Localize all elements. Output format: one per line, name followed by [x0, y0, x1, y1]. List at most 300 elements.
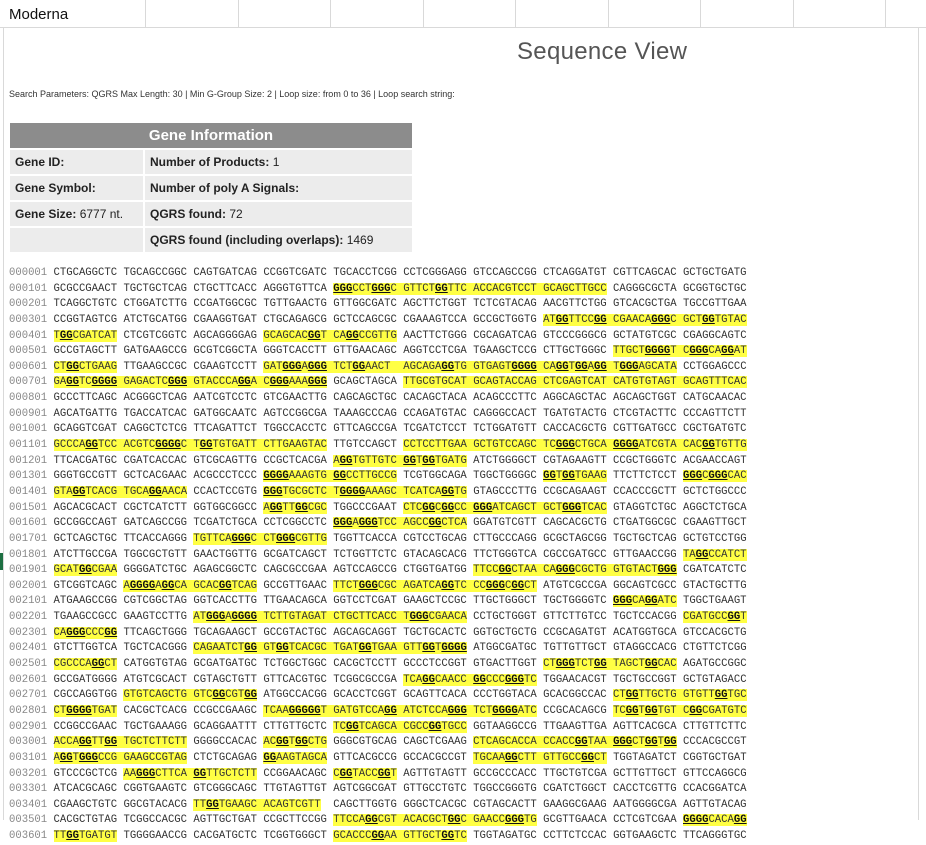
g-tract: GG: [339, 767, 353, 780]
sequence-block: CGGGAAAGGG: [263, 376, 327, 389]
sequence-line: [9, 282, 914, 298]
sequence-line: [9, 422, 914, 438]
g-tract: GG: [625, 704, 639, 717]
page-title: Sequence View: [517, 38, 688, 65]
sequence-block: TGGCCACCTC: [263, 423, 327, 436]
g-tract: GGG: [682, 470, 703, 483]
sequence-block: TTCTGGGCGC: [333, 579, 397, 592]
sequence-block: GGGATCAGCT: [473, 501, 537, 514]
sequence-line: [9, 360, 914, 376]
g-tract: GG: [594, 360, 607, 373]
sequence-position: 000001: [9, 267, 48, 279]
sequence-block: GTTCTTGTCC: [543, 611, 607, 624]
sequence-block: GTACTGCTTG: [683, 579, 747, 592]
sequence-block: GAACTGGTTG: [193, 548, 257, 561]
g-tract: GG: [702, 313, 715, 326]
sequence-block: CTGGGGTGAT: [53, 704, 118, 717]
sequence-line: [9, 688, 914, 704]
g-tract: GG: [78, 736, 92, 749]
g-tract: GG: [422, 642, 436, 655]
g-tract: GGGG: [441, 642, 467, 655]
sequence-block: GCACGGTCAG: [193, 579, 257, 592]
sequence-block: TGCTGCCGGT: [613, 673, 677, 686]
g-tract: GG: [295, 501, 308, 514]
sequence-block: GTTGAACCGG: [613, 548, 677, 561]
sequence-block: TGGTGTGATT: [193, 439, 258, 452]
sequence-block: CAGGGCCCGG: [53, 626, 118, 639]
g-tract: GGG: [206, 611, 226, 624]
g-tract: GGG: [307, 360, 327, 373]
sequence-position: 001601: [9, 517, 48, 530]
sequence-block: GCCGCTGGTG: [473, 313, 537, 326]
g-tract: GG: [384, 704, 397, 717]
sequence-block: ACGGTGGCTG: [263, 736, 327, 749]
g-tract: GG: [441, 501, 455, 514]
sequence-block: CAGCTCGAAG: [403, 736, 467, 749]
sequence-block: CCGCTCACGA: [263, 454, 327, 467]
app-name: Moderna: [9, 6, 69, 23]
sequence-block: CTGGTGATGG: [403, 564, 467, 577]
sequence-block: GTCGCAGTTG: [193, 454, 257, 467]
sequence-block: CATGCAACAC: [682, 392, 747, 405]
sequence-block: AGGTTGGCGC: [263, 501, 327, 514]
sequence-block: TAGGCCATCT: [682, 548, 747, 561]
sequence-block: GCCACGCCGT: [403, 751, 467, 764]
sequence-position: 000601: [9, 360, 48, 373]
sequence-block: GCTGGTGTAC: [682, 313, 747, 326]
sequence-block: CGGCGATGTC: [683, 704, 747, 717]
sequence-position: 001001: [9, 423, 48, 436]
g-tract: GG: [104, 626, 118, 639]
sequence-block: CGTAGCACTT: [473, 798, 537, 811]
sequence-block: TGGCGATCAT: [53, 329, 118, 342]
g-tract: GG: [695, 548, 709, 561]
sequence-block: AGGCTCTGCA: [683, 501, 747, 514]
sequence-block: CGGTGAAGTC: [123, 783, 188, 796]
sequence-block: TGAAGCTCCG: [473, 345, 537, 358]
g-tract: GG: [346, 329, 359, 342]
sequence-block: CGGTACCGGT: [333, 767, 397, 780]
sequence-line: [9, 438, 914, 454]
g-tract: GG: [428, 720, 442, 733]
sequence-block: TCTGGCTGGC: [263, 658, 327, 671]
sequence-line: [9, 579, 914, 595]
g-tract: GGGG: [339, 485, 366, 498]
sequence-block: AGCAGAGGTG: [403, 360, 467, 373]
g-tract: GGG: [555, 658, 575, 671]
sequence-block: TGGTTCACCA: [333, 532, 397, 545]
sequence-line: [9, 735, 914, 751]
sequence-block: GTCACGCTGA: [613, 298, 677, 311]
g-tract: GG: [574, 360, 588, 373]
grid-border-left: [3, 27, 4, 820]
sequence-block: TCGGCGCCGA: [333, 673, 397, 686]
column-divider: [515, 0, 516, 27]
column-divider: [238, 0, 239, 27]
sequence-block: TTGTCCAGCT: [333, 439, 397, 452]
sequence-line: [9, 798, 914, 814]
g-tract: GGG: [504, 814, 525, 827]
g-tract: GG: [66, 830, 79, 843]
sequence-block: CCGGAACAGC: [263, 767, 327, 780]
qgrs-overlaps-value: 1469: [346, 233, 374, 247]
sequence-view: [9, 266, 914, 845]
sequence-position: 000501: [9, 345, 48, 358]
g-tract: GG: [721, 345, 734, 358]
sequence-block: GTAGGTCTGC: [613, 501, 677, 514]
spreadsheet-top-row: [0, 0, 926, 28]
g-tract: GG: [727, 611, 741, 624]
sequence-position: 000201: [9, 298, 48, 311]
sequence-position: 002301: [9, 626, 48, 639]
sequence-position: 002901: [9, 720, 48, 733]
sequence-block: CGAGGCAGTC: [683, 329, 747, 342]
sequence-block: TTCTGGGTCA: [473, 548, 537, 561]
sequence-block: CGTTGATGCC: [613, 423, 677, 436]
sequence-block: CGAAGTTGCT: [682, 517, 747, 530]
sequence-block: AGAGCGGCTC: [193, 564, 257, 577]
sequence-block: CGCCGATGCC: [543, 548, 607, 561]
sequence-block: GGTTGCTCTT: [193, 767, 257, 780]
sequence-block: CTGGGCGTTG: [263, 532, 327, 545]
sequence-block: TCGATCTGCA: [193, 517, 257, 530]
sequence-line: [9, 626, 914, 642]
sequence-block: TCTGGTTCTC: [333, 548, 397, 561]
sequence-block: TTCAGCTGGG: [123, 626, 188, 639]
sequence-block: TGGGCGAACA: [403, 611, 467, 624]
sequence-block: CTTGCTGGGC: [543, 345, 607, 358]
sequence-block: TGTTCAGGGC: [193, 532, 257, 545]
sequence-position: 003101: [9, 751, 48, 764]
sequence-block: CCACCCGCTT: [613, 485, 677, 498]
sequence-block: CCTGGAGCCC: [683, 360, 747, 373]
sequence-position: 000701: [9, 376, 48, 389]
sequence-block: CTCGGCGGCC: [403, 501, 467, 514]
sequence-block: TTGAACAGCA: [263, 595, 327, 608]
g-tract: GG: [574, 736, 588, 749]
sequence-block: CAGGGCCACT: [473, 407, 537, 420]
sequence-block: AGTCGGCGAT: [333, 783, 397, 796]
sequence-block: GTTGCCGGCT: [543, 751, 607, 764]
sequence-block: CTGGATCTTG: [123, 298, 188, 311]
g-tract: GGG: [136, 767, 156, 780]
sequence-block: AAGGGCTTCA: [123, 767, 188, 780]
sequence-block: CAGCAGCTGC: [333, 392, 397, 405]
sequence-block: GTCCCGGGCG: [543, 329, 607, 342]
sequence-block: GTTGGTGGGG: [403, 642, 467, 655]
g-tract: GGG: [657, 564, 677, 577]
sequence-block: CTGCTTCACC: [333, 611, 397, 624]
sequence-block: TGATGTACTG: [543, 407, 607, 420]
sequence-block: GCTGTCCAGC: [473, 439, 537, 452]
sequence-block: AGGGGAGGCA: [123, 579, 188, 592]
sequence-block: AGGTCCTCGA: [403, 345, 467, 358]
sequence-block: CCTGCTGGGT: [473, 611, 537, 624]
sequence-block: CTGCAGGCTC: [53, 267, 118, 279]
sequence-block: TCTTGTAGAT: [263, 611, 327, 624]
sequence-position: 003001: [9, 736, 48, 749]
sequence-block: GCCCAGGTCC: [53, 439, 118, 452]
gene-row-size: [10, 202, 412, 226]
sequence-block: ACGCCCTCCC: [193, 470, 257, 483]
sequence-block: GGCCTTGCCG: [333, 470, 397, 483]
sequence-block: GTTGAACAGC: [333, 345, 397, 358]
sequence-block: GGGCAGGATC: [613, 595, 677, 608]
qgrs-found-label: QGRS found:: [150, 207, 226, 221]
sequence-position: 002201: [9, 611, 48, 624]
g-tract: GG: [72, 485, 86, 498]
g-tract: GGGG: [644, 345, 671, 358]
sequence-block: ACGGGCTCAG: [123, 392, 188, 405]
sequence-block: ACACGCTGGC: [403, 814, 467, 827]
sequence-block: CAGGGCGCTA: [613, 282, 677, 295]
g-tract: GGG: [651, 313, 671, 326]
sequence-block: GATGGCAATC: [193, 407, 257, 420]
g-tract: GGG: [231, 532, 251, 545]
sequence-block: GGGCTCACGC: [403, 798, 467, 811]
sequence-position: 002701: [9, 689, 48, 702]
sequence-block: GAAGCTCCGC: [403, 595, 467, 608]
sequence-block: GCAGTACCAG: [473, 376, 537, 389]
sequence-block: GCTGCTGATG: [682, 267, 747, 279]
g-tract: GG: [555, 313, 569, 326]
gene-row-symbol: [10, 176, 412, 200]
sequence-block: CAGCACGCTG: [543, 517, 607, 530]
sequence-block: TAAAGCCCAG: [333, 407, 397, 420]
sequence-block: GCTGGGTCAC: [543, 501, 607, 514]
g-tract: GGGG: [492, 704, 518, 717]
sequence-block: GCTGTCCTGG: [682, 532, 747, 545]
sequence-block: CACAGCTACA: [403, 392, 467, 405]
g-tract: GG: [212, 689, 226, 702]
sequence-block: CCGGTAGTCG: [53, 313, 118, 326]
g-tract: GG: [365, 814, 378, 827]
sequence-block: TGCCGTTGAA: [682, 298, 747, 311]
g-tract: GG: [422, 501, 436, 514]
sequence-block: AGTTCACGCA: [613, 720, 677, 733]
g-tract: GG: [663, 736, 677, 749]
sequence-block: ATGTCGCCGA: [543, 579, 607, 592]
sequence-position: 003401: [9, 798, 48, 811]
g-tract: GGGG: [683, 814, 709, 827]
sequence-block: TGCTGCACTC: [403, 626, 467, 639]
column-divider: [145, 0, 146, 27]
sequence-block: TTGAAGTTGA: [543, 720, 607, 733]
sequence-block: TCGATCTCCT: [403, 423, 467, 436]
sequence-block: CACGATGCTC: [193, 830, 257, 843]
g-tract: GGGG: [91, 376, 118, 389]
sequence-block: ACGTCGGGGC: [123, 439, 188, 452]
sequence-block: CCACTCCGTG: [193, 485, 257, 498]
g-tract: GGG: [307, 376, 327, 389]
g-tract: GGG: [358, 579, 378, 592]
g-tract: GGG: [263, 485, 283, 498]
sequence-block: ACCACGTCCT: [473, 282, 537, 295]
sequence-block: CCGCAGAAGT: [543, 485, 607, 498]
sequence-block: CTCTGCAGAG: [193, 751, 257, 764]
sequence-block: CGATGCCGGT: [682, 611, 747, 624]
g-tract: GG: [377, 767, 391, 780]
sequence-block: CGAAGTCCTT: [193, 360, 257, 373]
g-tract: GGG: [555, 439, 575, 452]
g-tract: GG: [85, 439, 99, 452]
sequence-position: 000101: [9, 282, 48, 295]
sequence-line: [9, 813, 914, 829]
number-of-products-label: Number of Products:: [150, 155, 270, 169]
sequence-block: GGTGCTGCTG: [473, 626, 537, 639]
sequence-block: TTCCAGGCGT: [333, 814, 397, 827]
sequence-block: ATGAAGCCGG: [53, 595, 118, 608]
sequence-position: 002401: [9, 642, 48, 655]
sequence-block: TTCACCAGGG: [123, 532, 188, 545]
sequence-block: TCAGGCTGTC: [53, 298, 118, 311]
sequence-block: TGACCATCAC: [123, 407, 188, 420]
sequence-block: AGGCAGCTAC: [543, 392, 607, 405]
sequence-block: CATGGTGTAG: [123, 658, 188, 671]
sequence-block: TGGCTGAAGT: [682, 595, 747, 608]
sequence-line: [9, 782, 914, 798]
sequence-block: TGCAAGGCTT: [473, 751, 537, 764]
sequence-block: GTTCACGTGC: [263, 673, 327, 686]
sequence-block: CGTCCTGCAG: [403, 532, 467, 545]
g-tract: GG: [193, 767, 207, 780]
sequence-block: CCTCGTCGAA: [613, 814, 677, 827]
column-divider: [700, 0, 701, 27]
sequence-line: [9, 563, 914, 579]
search-parameters: Search Parameters: QGRS Max Length: 30 | Min G-Group Size: 2 | Loop size: from 0 to 36 | Loop search string:: [9, 89, 455, 99]
sequence-block: TGCACCTCGG: [333, 267, 397, 279]
sequence-block: GGGGATCTGC: [123, 564, 188, 577]
sequence-block: CACCTCGTTG: [613, 783, 677, 796]
g-tract: GG: [689, 704, 703, 717]
g-tract: GG: [714, 689, 728, 702]
sequence-line: [9, 454, 914, 470]
qgrs-found-value: 72: [229, 207, 243, 221]
sequence-block: ATCTGGGGCT: [473, 454, 537, 467]
sequence-line: [9, 548, 914, 564]
sequence-block: AGGGTGTTCA: [263, 282, 327, 295]
gene-row-id: [10, 150, 412, 174]
g-tract: GG: [59, 751, 73, 764]
sequence-block: TTGTAGTTGT: [263, 783, 327, 796]
sequence-block: AGCAGCAGGT: [333, 626, 397, 639]
sequence-block: GGCAGTCGCC: [613, 579, 677, 592]
sequence-position: 003301: [9, 783, 48, 796]
sequence-block: AGCTTCTGGT: [403, 298, 467, 311]
g-tract: GGG: [619, 360, 639, 373]
sequence-block: AGGTGGGCCG: [53, 751, 118, 764]
sequence-block: CCTTCTCCAC: [543, 830, 607, 843]
g-tract: GG: [581, 751, 594, 764]
sequence-block: GCGCCGAACT: [53, 282, 118, 295]
sequence-block: TTCAGATTCT: [193, 423, 257, 436]
sequence-block: TTCACGATGC: [53, 454, 118, 467]
g-tract: GG: [307, 329, 321, 342]
g-tract: GGG: [708, 470, 728, 483]
sequence-block: GGGGAAAGTG: [263, 470, 327, 483]
sequence-block: GCGGTGCTGC: [682, 282, 747, 295]
sequence-line: [9, 720, 914, 736]
sequence-block: GTAGGCCACG: [613, 642, 677, 655]
sequence-block: CGTCGGCTAG: [123, 595, 188, 608]
sequence-block: CTCAGCACCA: [473, 736, 537, 749]
sequence-block: CGTAGCTGTT: [193, 673, 257, 686]
sequence-block: GCAGTTCACA: [403, 689, 467, 702]
sequence-block: GGGTGCCGTT: [53, 470, 118, 483]
sequence-block: AGCAGCTGGT: [613, 392, 677, 405]
sequence-block: TGGAACACGT: [543, 673, 607, 686]
sequence-line: [9, 469, 914, 485]
sequence-block: GCTCTGGCCC: [683, 485, 747, 498]
sequence-block: GTAGGTCACG: [53, 485, 118, 498]
sequence-position: 001701: [9, 532, 48, 545]
column-divider: [885, 0, 886, 27]
g-tract: GG: [218, 579, 232, 592]
sequence-block: ATGTCGCACT: [123, 673, 188, 686]
sequence-block: GCTTGTTGCT: [613, 767, 677, 780]
g-tract: GGGG: [129, 579, 156, 592]
sequence-block: ACAGCCCTTC: [473, 392, 537, 405]
g-tract: GGG: [276, 532, 296, 545]
sequence-block: TTGCTGGGGT: [613, 345, 677, 358]
sequence-block: GTTCTGGTTC: [403, 282, 467, 295]
g-tract: GG: [644, 595, 658, 608]
sequence-block: GCGTCGGCTA: [193, 345, 257, 358]
g-tract: GGG: [371, 282, 391, 295]
sequence-block: TCATCAGGTG: [403, 485, 467, 498]
sequence-block: CGTAGAAGTT: [543, 454, 607, 467]
sequence-block: CAGAATCTGG: [193, 642, 257, 655]
g-tract: GGG: [485, 579, 505, 592]
sequence-block: GGGCCTGGGC: [333, 282, 397, 295]
sequence-line: [9, 657, 914, 673]
sequence-block: CTGTTCTCGG: [683, 642, 747, 655]
sequence-block: AGCAGGGGAG: [193, 329, 257, 342]
sequence-block: GAACCGGGTG: [473, 814, 537, 827]
sequence-position: 002101: [9, 595, 48, 608]
g-tract: GG: [66, 360, 79, 373]
sequence-block: ATGGCCACGG: [263, 689, 327, 702]
sequence-block: GCTGTAGACC: [682, 673, 747, 686]
sequence-block: CACCACGCTG: [543, 423, 607, 436]
sequence-block: GCGTTGAACA: [543, 814, 607, 827]
sequence-block: TGCTCTTCTT: [123, 736, 188, 749]
g-tract: GGG: [504, 673, 525, 686]
sequence-block: GGATGTCGTT: [473, 517, 537, 530]
sequence-block: GCACCTCGGT: [333, 689, 397, 702]
sequence-block: TTGCGTGCAT: [403, 376, 467, 389]
sequence-line: [9, 329, 914, 345]
sequence-line: [9, 594, 914, 610]
sequence-block: TGGCTGGGGC: [473, 470, 537, 483]
gene-size-label: Gene Size:: [15, 207, 77, 221]
sequence-block: GGGCTGGTGG: [613, 736, 677, 749]
sequence-block: TGCTGCTCAG: [123, 282, 188, 295]
sequence-block: AGTCCAGCCG: [333, 564, 397, 577]
sequence-line: [9, 266, 914, 282]
sequence-block: CGAAGCTGTC: [53, 798, 118, 811]
sequence-block: TGGGGAAAGC: [333, 485, 397, 498]
g-tract: GGG: [409, 611, 429, 624]
g-tract: GG: [625, 689, 639, 702]
sequence-block: TGTTGTTGCT: [543, 642, 607, 655]
g-tract: GG: [441, 579, 455, 592]
g-tract: GG: [237, 376, 251, 389]
sequence-block: TGGCGCTGTT: [123, 548, 188, 561]
sequence-block: TCTCGTACAG: [473, 298, 537, 311]
sequence-block: CACGCTCCTT: [333, 658, 397, 671]
gene-id-label: Gene ID:: [15, 155, 65, 169]
